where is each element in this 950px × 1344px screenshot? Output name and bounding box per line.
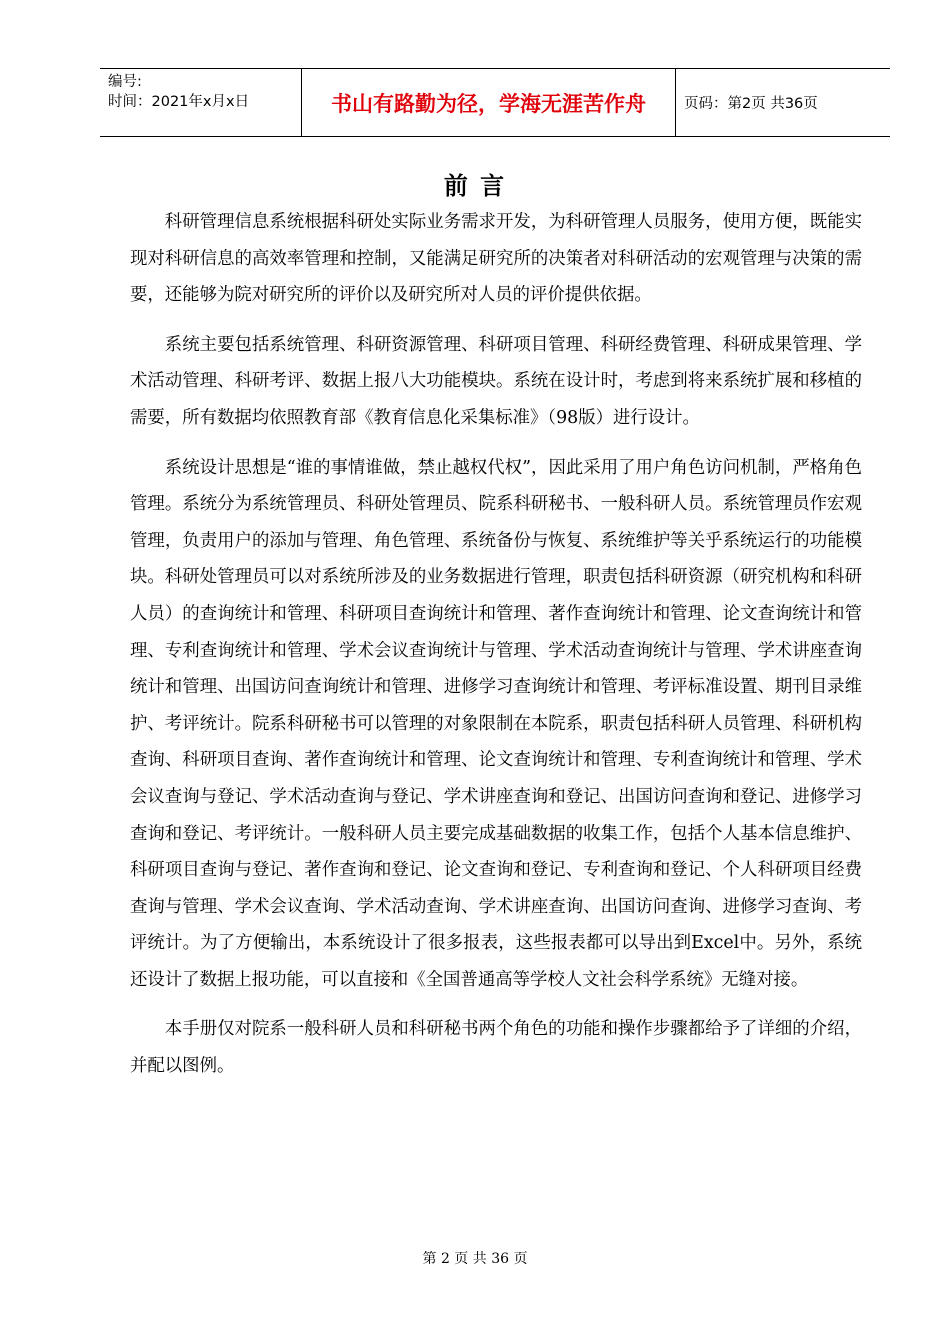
motto: 书山有路勤为径，学海无涯苦作舟: [302, 69, 676, 136]
page-header: [100, 68, 890, 137]
time-label: 时间：2021年x月x日: [108, 94, 250, 110]
page-title: 前 言: [443, 172, 507, 200]
page-info: 页码：第2页 共36页: [684, 96, 818, 112]
header-left-cell: [100, 69, 302, 136]
page-footer: 第 2 页 共 36 页: [422, 1251, 528, 1267]
paragraph-2: 系统主要包括系统管理、科研资源管理、科研项目管理、科研经费管理、科研成果管理、学术活动管理、科研考评、数据上报八大功能模块。系统在设计时，考虑到将来系统扩展和移植的需要，所有数据均依照教育部《教育信息化采集标准》（98版）进行设计。: [130, 334, 862, 428]
paragraph-4: 本手册仅对院系一般科研人员和科研秘书两个角色的功能和操作步骤都给予了详细的介绍，并配以图例。: [130, 1019, 862, 1077]
paragraph-3: 系统设计思想是“谁的事情谁做，禁止越权代权”，因此采用了用户角色访问机制，严格角色管理。系统分为系统管理员、科研处管理员、院系科研秘书、一般科研人员。系统管理员作宏观管理，负责用户的添加与管理、角色管理、系统备份与恢复、系统维护等关乎系统运行的功能模块。科研处管理员可以对系统所涉及的业务数据进行管理，职责包括科研资源（研究机构和科研人员）的查询统计和管理、科研项目查询统计和管理、著作查询统计和管理、论文查询统计和管理、专利查询统计和管理、学术会议查询统计与管理、学术活动查询统计与管理、学术讲座查询统计和管理、出国访问查询统计和管理、进修学习查询统计和管理、考评标准设置、期刊目录维护、考评统计。院系科研秘书可以管理的对象限制在本院系，职责包括科研人员管理、科研机构查询、科研项目查询、著作查询统计和管理、论文查询统计和管理、专利查询统计和管理、学术会议查询与登记、学术活动查询与登记、学术讲座查询和登记、出国访问查询和登记、进修学习查询和登记、考评统计。一般科研人员主要完成基础数据的收集工作，包括个人基本信息维护、科研项目查询与登记、著作查询和登记、论文查询和登记、专利查询和登记、个人科研项目经费查询与管理、学术会议查询、学术活动查询、学术讲座查询、出国访问查询、进修学习查询、考评统计。为了方便输出，本系统设计了很多报表，这些报表都可以导出到Excel中。另外，系统还设计了数据上报功能，可以直接和《全国普通高等学校人文社会科学系统》无缝对接。: [130, 457, 862, 990]
number-label: 编号:: [108, 74, 142, 90]
body-text: [130, 204, 862, 1085]
paragraph-1: 科研管理信息系统根据科研处实际业务需求开发，为科研管理人员服务，使用方便，既能实现对科研信息的高效率管理和控制，又能满足研究所的决策者对科研活动的宏观管理与决策的需要，还能够为院对研究所的评价以及研究所对人员的评价提供依据。: [130, 212, 862, 306]
